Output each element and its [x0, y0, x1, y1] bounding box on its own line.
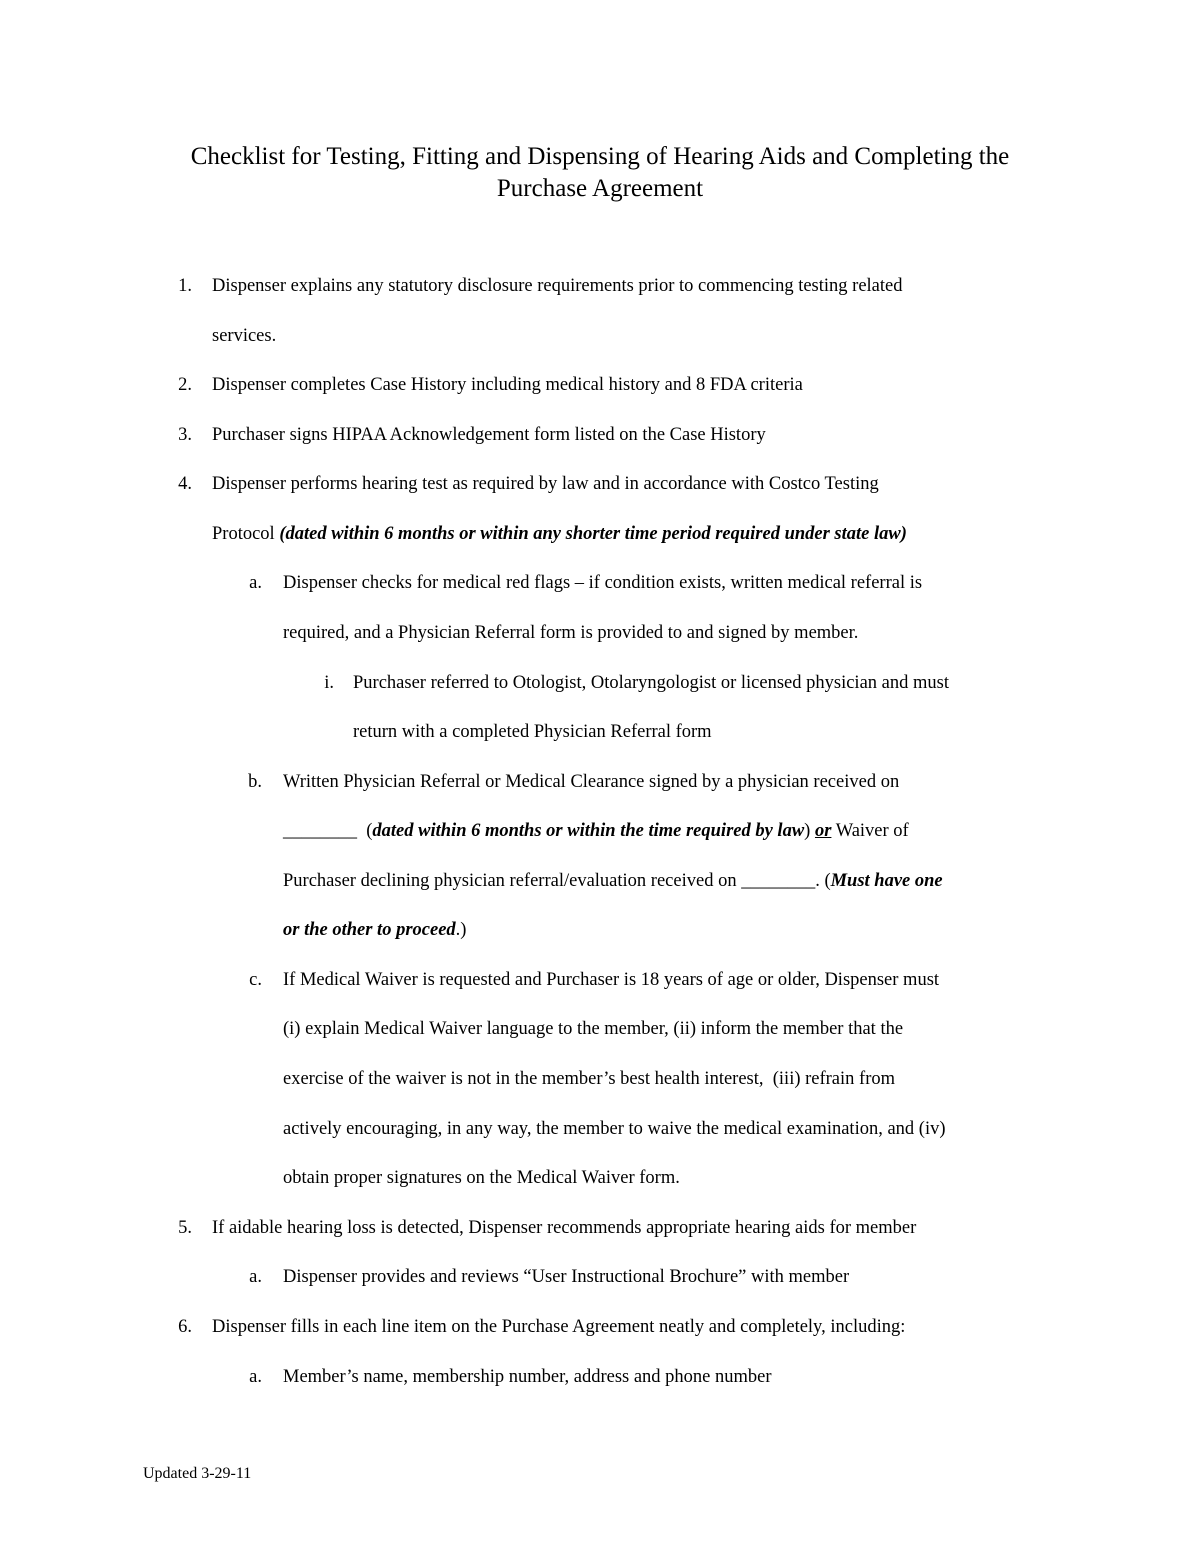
item-4c-line-3: exercise of the waiver is not in the member’s best health interest, (iii) refrain from — [283, 1069, 895, 1089]
item-4a-line-2: required, and a Physician Referral form is provided to and signed by member. — [283, 623, 859, 643]
item-2-text: Dispenser completes Case History including medical history and 8 FDA criteria — [212, 375, 803, 395]
item-4a-line-1: Dispenser checks for medical red flags – if condition exists, written medical referral is — [283, 573, 923, 593]
item-4-line-2-emphasis: (dated within 6 months or within any shorter time period required under state law) — [279, 524, 907, 544]
item-4b-line-2-emphasis: dated within 6 months or within the time required by law — [372, 821, 805, 841]
item-6-text: Dispenser fills in each line item on the Purchase Agreement neatly and completely, including: — [212, 1317, 906, 1337]
item-4-line-2-text: Protocol — [212, 524, 280, 544]
item-4a-i-marker: i. — [324, 673, 334, 693]
item-5-marker: 5. — [178, 1218, 192, 1238]
item-4b-line-4 — [283, 918, 466, 942]
item-5a-text: Dispenser provides and reviews “User Instructional Brochure” with member — [283, 1267, 850, 1287]
item-4a-i-line-2: return with a completed Physician Referral form — [353, 722, 712, 742]
item-4c-marker: c. — [249, 970, 262, 990]
item-4b-line-2-post: Waiver of — [831, 821, 909, 841]
item-4a-i-line-1: Purchaser referred to Otologist, Otolaryngologist or licensed physician and must — [353, 673, 949, 693]
item-4-line-2 — [212, 522, 907, 546]
item-1-line-1: Dispenser explains any statutory disclosure requirements prior to commencing testing related — [212, 276, 903, 296]
item-6-marker: 6. — [178, 1317, 192, 1337]
item-4b-line-4-text: .) — [455, 920, 467, 940]
item-4c-line-5: obtain proper signatures on the Medical Waiver form. — [283, 1168, 680, 1188]
page-footer: Updated 3-29-11 — [143, 1465, 252, 1482]
item-4b-line-3-text: Purchaser declining physician referral/evaluation received on ________. ( — [283, 871, 831, 891]
document-title — [100, 141, 1100, 205]
item-3-marker: 3. — [178, 425, 192, 445]
item-1-line-2: services. — [212, 326, 277, 346]
item-4b-marker: b. — [248, 772, 262, 792]
item-4b-line-3 — [283, 869, 943, 893]
item-4b-line-2-open: ( — [357, 821, 373, 841]
item-4c-line-1: If Medical Waiver is requested and Purchaser is 18 years of age or older, Dispenser must — [283, 970, 940, 990]
item-4-line-1: Dispenser performs hearing test as required by law and in accordance with Costco Testing — [212, 474, 879, 494]
or-emphasis: or — [814, 821, 832, 841]
item-4b-line-2 — [283, 819, 909, 843]
title-line-1: Checklist for Testing, Fitting and Dispensing of Hearing Aids and Completing the — [190, 143, 1010, 170]
item-4b-line-4-emphasis: or the other to proceed — [283, 920, 456, 940]
item-4a-marker: a. — [249, 573, 262, 593]
item-2-marker: 2. — [178, 375, 192, 395]
item-4c-line-2: (i) explain Medical Waiver language to the member, (ii) inform the member that the — [283, 1019, 904, 1039]
item-4b-line-3-emphasis: Must have one — [830, 871, 943, 891]
item-6a-text: Member’s name, membership number, address and phone number — [283, 1367, 772, 1387]
item-5a-marker: a. — [249, 1267, 262, 1287]
item-4b-line-1: Written Physician Referral or Medical Clearance signed by a physician received on — [283, 772, 900, 792]
item-1-marker: 1. — [178, 276, 192, 296]
item-5-text: If aidable hearing loss is detected, Dispenser recommends appropriate hearing aids for member — [212, 1218, 917, 1238]
referral-date-blank: ________ — [283, 821, 357, 841]
item-4c-line-4: actively encouraging, in any way, the member to waive the medical examination, and (iv) — [283, 1119, 946, 1139]
item-3-text: Purchaser signs HIPAA Acknowledgement form listed on the Case History — [212, 425, 766, 445]
item-4b-line-2-close: ) — [804, 821, 815, 841]
title-line-2: Purchase Agreement — [496, 175, 704, 202]
item-6a-marker: a. — [249, 1367, 262, 1387]
item-4-marker: 4. — [178, 474, 192, 494]
